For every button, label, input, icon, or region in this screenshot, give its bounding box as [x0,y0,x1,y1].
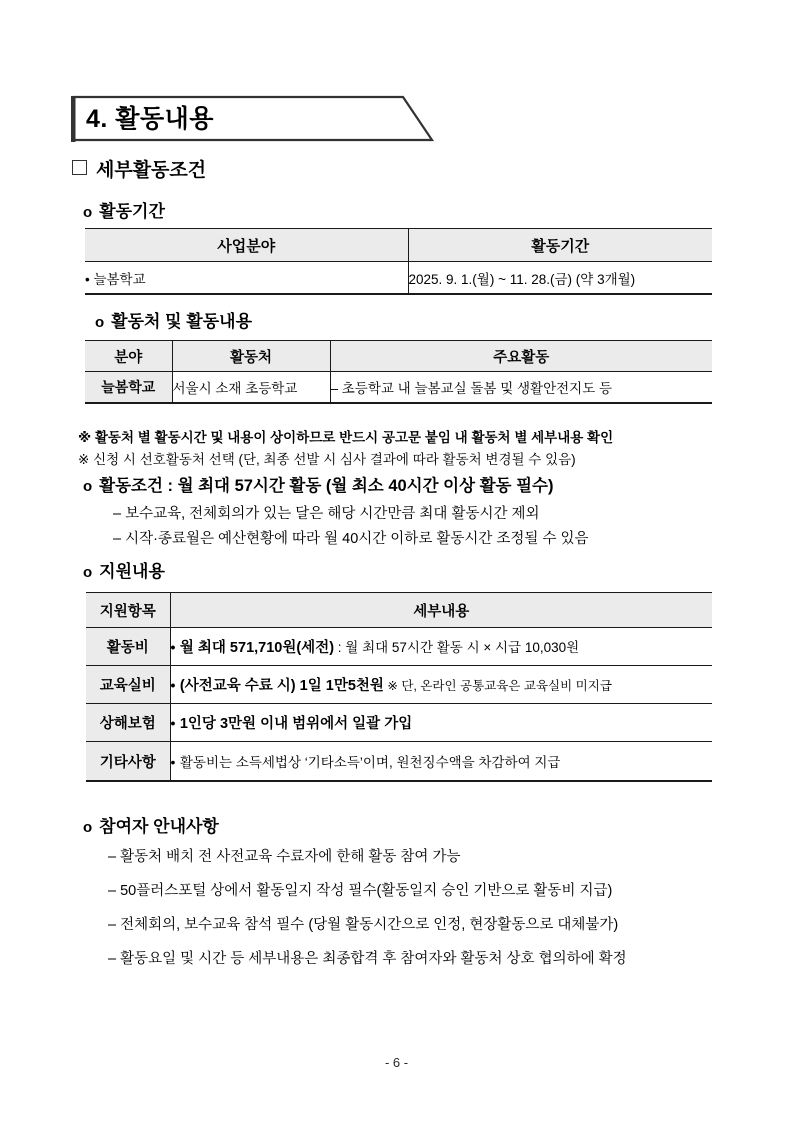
cell-main-activity-value: – 초등학교 내 늘봄교실 돌봄 및 생활안전지도 등 [330,372,712,404]
note-text-1: 활동처 별 활동시간 및 내용이 상이하므로 반드시 공고문 붙임 내 활동처 별 세부내용 확인 [94,430,614,445]
participant-notice-item-3: – 전체회의, 보수교육 참석 필수 (당월 활동시간으로 인정, 현장활동으로 대체불가) [108,917,619,933]
circle-bullet-icon: o [83,204,93,221]
table-support [86,592,712,782]
circle-bullet-icon: o [83,819,93,836]
circle-bullet-icon: o [95,314,105,331]
cell-support-item-other: 기타사항 [86,742,170,782]
heading-activity-period [83,197,165,222]
table-header-row [85,229,712,262]
col-header-field: 분야 [85,341,172,372]
table-row [85,262,712,295]
participant-notice-item-4: – 활동요일 및 시간 등 세부내용은 최종합격 후 참여자와 활동처 상호 협의하에 확정 [108,951,627,967]
cell-support-detail-insurance [170,704,712,742]
cell-business-field: • 늘봄학교 [85,262,408,295]
activity-condition-item-1: – 보수교육, 전체회의가 있는 달은 해당 시간만큼 최대 활동시간 제외 [113,506,540,522]
col-header-support-detail: 세부내용 [170,593,712,628]
heading-participant-notice-label: 참여자 안내사항 [99,817,219,836]
cell-support-item-education-fee: 교육실비 [86,666,170,704]
detail-strong-text: (사전교육 수료 시) 1일 1만5천원 [179,678,384,694]
circle-bullet-icon: o [83,478,93,495]
detail-bullet-icon: • [170,715,176,731]
col-header-period: 활동기간 [408,229,712,262]
note-line-2 [78,448,576,468]
heading-activity-site-label: 활동처 및 활동내용 [111,312,252,331]
col-header-business-field: 사업분야 [85,229,408,262]
cell-support-detail-activity-fee [170,628,712,666]
circle-bullet-icon: o [83,564,93,581]
detail-bullet-icon: • [170,753,176,770]
col-header-main-activity: 주요활동 [330,341,712,372]
square-bullet-icon [72,160,87,175]
table-row [86,742,712,782]
cell-support-item-activity-fee: 활동비 [86,628,170,666]
cell-period-value: 2025. 9. 1.(월) ~ 11. 28.(금) (약 3개월) [408,262,712,295]
table-row [85,372,712,404]
detail-bullet-icon: • [170,677,176,693]
table-header-row [86,593,712,628]
detail-rest-text: : 월 최대 57시간 활동 시 × 시급 10,030원 [334,640,580,655]
heading-activity-condition-label: 활동조건 : 월 최대 57시간 활동 (월 최소 40시간 이상 활동 필수) [99,477,554,495]
heading-support-label: 지원내용 [99,562,165,581]
page-footer: - 6 - [384,1055,409,1070]
table-row [86,628,712,666]
section-banner [70,95,435,143]
heading-support [83,557,165,582]
cell-field-value: 늘봄학교 [85,372,172,404]
sub-heading-detail-conditions [72,155,206,182]
table-row [86,704,712,742]
sub-heading-label: 세부활동조건 [96,160,207,181]
heading-activity-site [95,307,252,332]
note-mark-icon: ※ [78,452,90,467]
cell-support-detail-education-fee [170,666,712,704]
col-header-site: 활동처 [172,341,330,372]
note-line-1 [78,426,613,446]
section-title: 4. 활동내용 [86,105,214,133]
col-header-support-item: 지원항목 [86,593,170,628]
activity-condition-item-2: – 시작·종료월은 예산현황에 따라 월 40시간 이하로 활동시간 조정될 수 있음 [113,531,589,547]
heading-activity-period-label: 활동기간 [99,202,165,221]
detail-rest-text: 활동비는 소득세법상 ‘기타소득’이며, 원천징수액을 차감하여 지급 [179,754,561,770]
detail-strong-text: 1인당 3만원 이내 범위에서 일괄 가입 [179,716,413,732]
heading-activity-condition [83,472,553,496]
note-mark-icon: ※ [78,430,92,445]
table-activity-site [85,340,712,404]
participant-notice-item-1: – 활동처 배치 전 사전교육 수료자에 한해 활동 참여 가능 [108,849,461,865]
table-header-row [85,341,712,372]
cell-support-detail-other [170,742,712,782]
note-text-2: 신청 시 선호활동처 선택 (단, 최종 선발 시 심사 결과에 따라 활동처 변경될 수 있음) [93,452,576,467]
table-activity-period [85,228,712,295]
participant-notice-item-2: – 50플러스포털 상에서 활동일지 작성 필수(활동일지 승인 기반으로 활동비 지급) [108,883,613,899]
detail-rest-text: ※ 단, 온라인 공통교육은 교육실비 미지급 [383,679,612,693]
cell-site-value: 서울시 소재 초등학교 [172,372,330,404]
table-row [86,666,712,704]
detail-bullet-icon: • [170,639,176,655]
heading-participant-notice [83,812,219,837]
detail-strong-text: 월 최대 571,710원(세전) [179,640,335,656]
cell-support-item-insurance: 상해보험 [86,704,170,742]
